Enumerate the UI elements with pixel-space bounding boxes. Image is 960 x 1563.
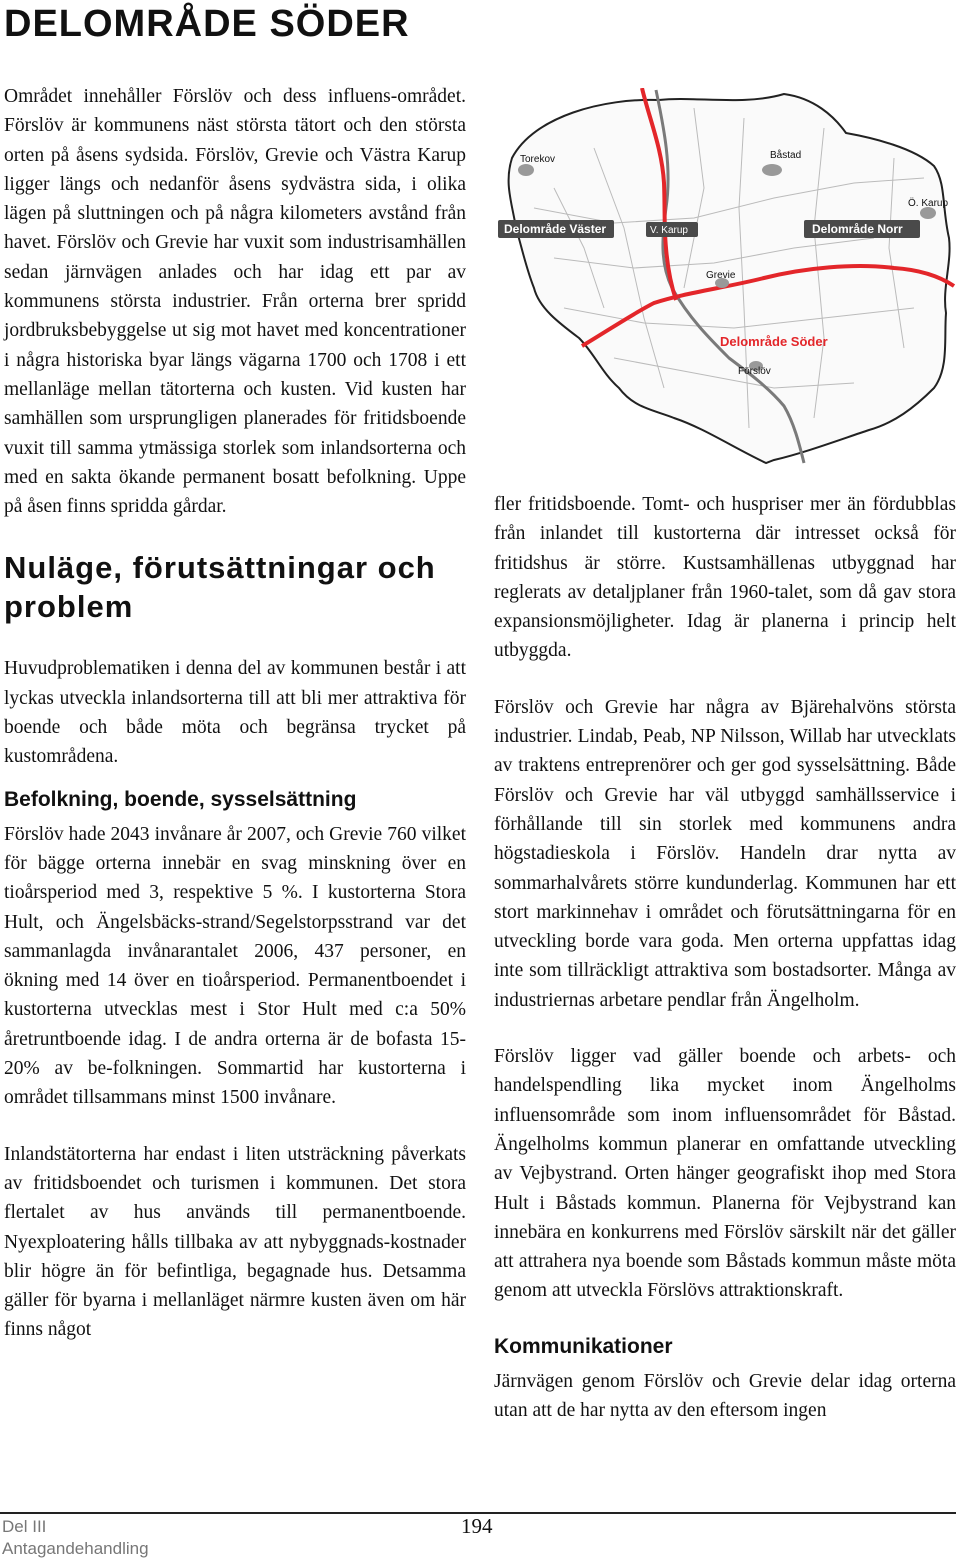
inland-paragraph: Inlandstätorterna har endast i liten utsträckning påverkats av fritidsboendet och turismen i kommunen. Det stora flertalet av hus används till permanentboende. Nyexploatering hålls tillbaka av att nybyggnads-kostnader blir högre än för befintliga, begagnade hus. Detsamma gäller för byarna i mellanläget närmre kusten även om här finns något	[4, 1143, 466, 1341]
right-column	[494, 490, 956, 1452]
problem-paragraph: Huvudproblematiken i denna del av kommunen består i att lyckas utveckla inlandsorterna till att bli mer attraktiva för boende och både möta och begränsa trycket på kustområdena.	[4, 658, 466, 768]
page-number: 194	[461, 1514, 493, 1538]
population-heading: Befolkning, boende, sysselsättning	[4, 787, 357, 811]
label-torekov: Torekov	[520, 154, 556, 165]
footer-part: Del III	[2, 1517, 47, 1536]
population-paragraph: Förslöv hade 2043 invånare år 2007, och Grevie 760 vilket för bägge orterna innebär en svag minskning över en tioårsperiod med 3, respektive 5 %. I kustorterna Stora Hult, och Ängelsbäcks-strand/Segelstorpsstrand var det sammanlagda invånarantalet 2006, 437 personer, en ökning med 14 över en tioårsperiod. Permanentboendet i kustorterna utvecklas mest i Stor Hult med c:a 50% åretruntboende idag. I de andra orterna är de bofasta 15-20% av be-folkningen. Sommartid har kustorterna i området tillsammans minst 1500 invånare.	[4, 823, 466, 1109]
right-paragraph-1: fler fritidsboende. Tomt- och huspriser mer än fördubblas från inlandet till kustorterna där intresset också för fritidshus är större. Kustsamhällenas utbyggnad har reglerats av detaljplaner från 1960-talet, som då gav stora expansionsmöjligheter. Idag är planerna i princip helt utbyggda.	[494, 494, 956, 662]
footer-info	[2, 1516, 149, 1560]
label-v-karup: V. Karup	[650, 225, 688, 236]
section-heading: Nuläge, förutsättningar och problem	[4, 550, 436, 625]
area-map-svg	[494, 88, 956, 466]
label-forslov: Förslöv	[738, 366, 771, 377]
label-delomrade-vaster: Delområde Väster	[504, 222, 607, 236]
label-delomrade-soder: Delområde Söder	[720, 334, 828, 349]
page-title: DELOMRÅDE SÖDER	[4, 3, 410, 45]
right-paragraph-3: Förslöv ligger vad gäller boende och arbets- och handelspendling lika mycket inom Ängelholms influensområde som inom influensområdet för Båstad. Ängelholms kommun planerar en omfattande utveckling av Vejbystrand. Orten hänger geografiskt ihop med Stora Hult i Båstads kommun. Planerna för Vejbystrand kan innebära en konkurrens med Förslöv särskilt när det gäller att attrahera nya boende som Båstads kommun måste möta genom att utveckla Förslövs attraktionskraft.	[494, 1046, 956, 1302]
label-bastad: Båstad	[770, 150, 802, 161]
footer-document: Antagandehandling	[2, 1539, 149, 1558]
left-column	[4, 82, 466, 1372]
intro-paragraph: Området innehåller Förslöv och dess influens-området. Förslöv är kommunens näst största tätort och den största orten på åsens sydsida. Förslöv, Grevie och Västra Karup ligger längs och nedanför åsens sydvästra sida, i olika lägen på sluttningen och på några kilometers avstånd från havet. Förslöv och Grevie har vuxit som industrisamhällen sedan järnvägen anlades och har idag ett par av kommunens största industrier. Från orterna brer spridd jordbruksbebyggelse ut sig mot havet med koncentrationer i några historiska byar längs vägarna 1700 och 1708 i ett mellanläge mellan tätorterna och kusten. Vid kusten har samhällen som ursprungligen planerades för fritidsboende vuxit till samma ytmässiga storlek som inlandsorterna och med en sakta ökande permanent bosatt befolkning. Uppe på åsen finns spridda gårdar.	[4, 86, 466, 518]
right-paragraph-2: Förslöv och Grevie har några av Bjärehalvöns största industrier. Lindab, Peab, NP Nilsson, Willab har utvecklats av traktens entreprenörer och ger god sysselsättning. Både Förslöv och Grevie har väl utbyggd samhällsservice i förhållande till sin storlek med kommunens andra högstadieskola i Förslöv. Handeln drar nytta av sommarhalvårets större kundunderlag. Kommunen har ett stort markinnehav i området och förutsättningarna för en utveckling borde vara goda. Men orterna uppfattas idag inte som tillräckligt attraktiva som bostadsorter. Många av industriernas arbetare pendlar från Ängelholm.	[494, 696, 956, 1011]
label-grevie: Grevie	[706, 270, 736, 281]
communication-heading: Kommunikationer	[494, 1334, 673, 1358]
communication-paragraph: Järnvägen genom Förslöv och Grevie delar idag orterna utan att de har nytta av den eftersom ingen	[494, 1370, 956, 1422]
label-o-karup: Ö. Karup	[908, 198, 949, 209]
label-delomrade-norr: Delområde Norr	[812, 222, 903, 236]
area-map	[494, 88, 956, 466]
